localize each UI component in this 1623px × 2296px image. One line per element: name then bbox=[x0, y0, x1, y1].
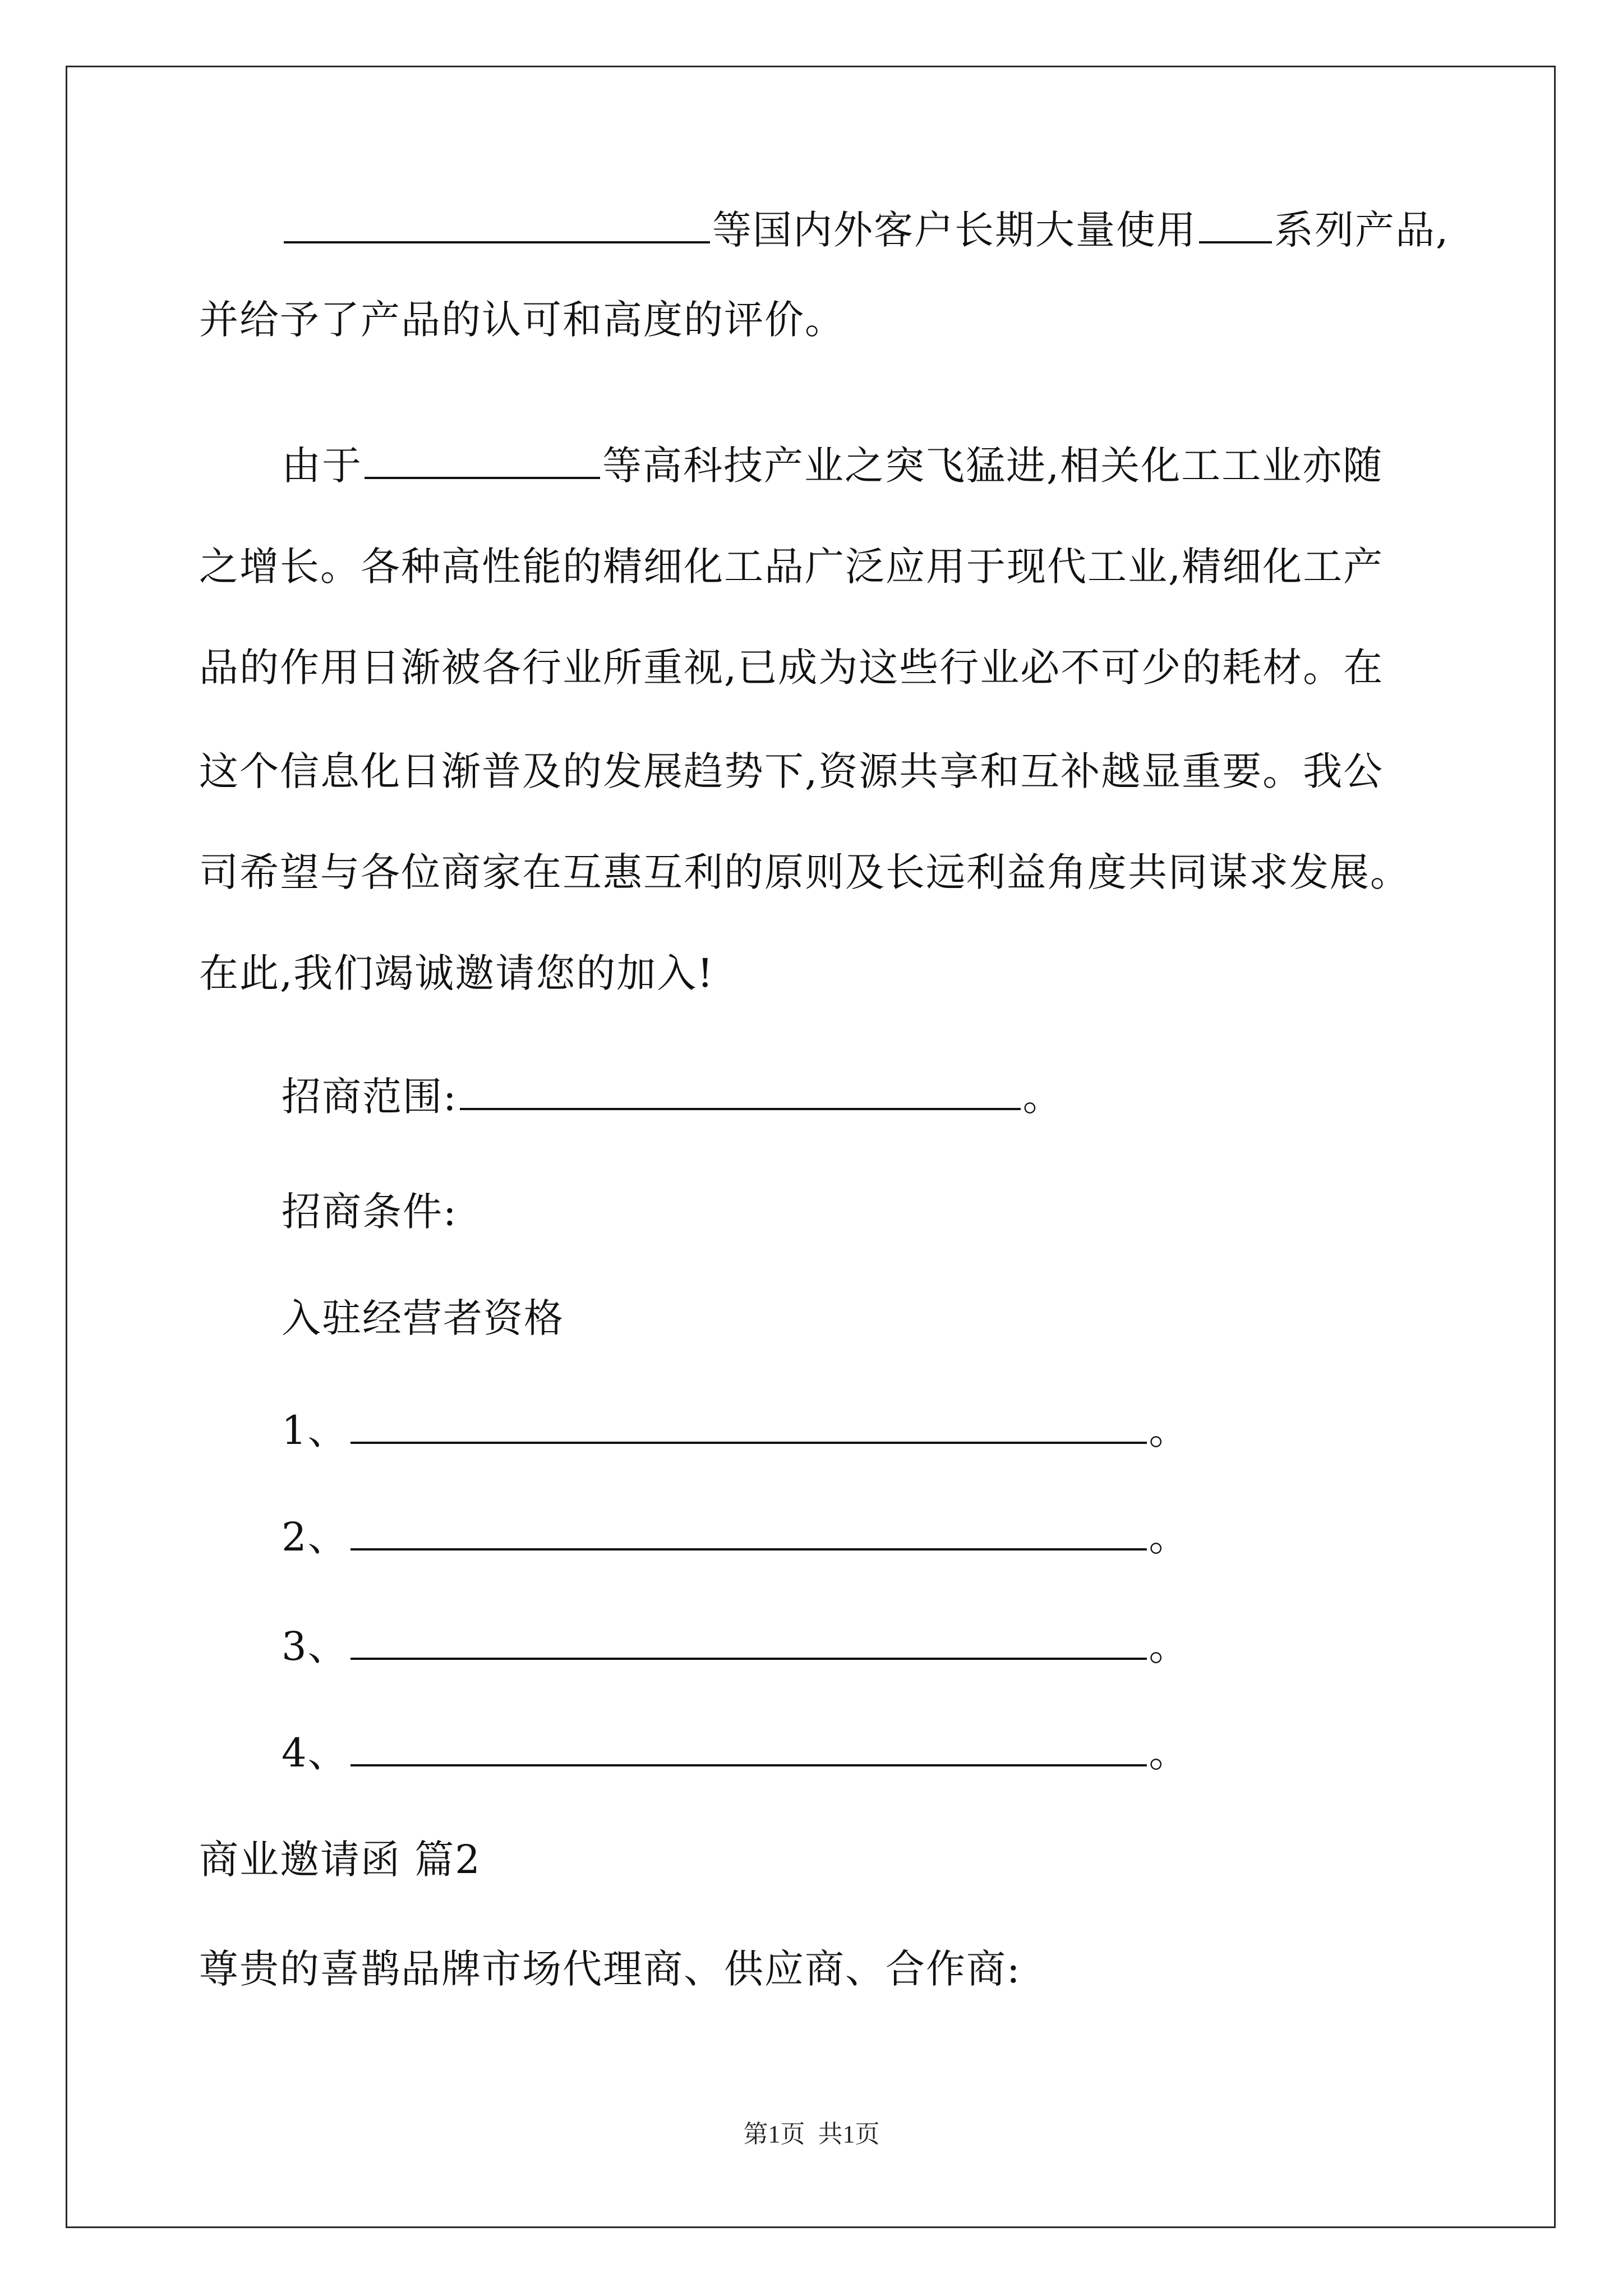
numbered-item bbox=[282, 1618, 1189, 1674]
paragraph-2-line-5: 司希望与各位商家在互惠互利的原则及长远利益角度共同谋求发展。 bbox=[199, 849, 1410, 895]
text-segment: 由于 bbox=[282, 443, 362, 489]
item-number: 4、 bbox=[282, 1730, 348, 1776]
paragraph-2-line-6: 在此,我们竭诚邀请您的加入! bbox=[199, 950, 714, 996]
page-footer bbox=[0, 2118, 1623, 2151]
paragraph-1-line-1 bbox=[282, 202, 1449, 258]
page-number: 第1页 bbox=[743, 2120, 805, 2148]
page-border bbox=[66, 66, 1556, 2228]
fill-in-blank bbox=[460, 1069, 1021, 1110]
section-title: 商业邀请函 篇2 bbox=[199, 1837, 481, 1883]
text-segment: 等国内外客户长期大量使用 bbox=[712, 207, 1197, 253]
item-end: 。 bbox=[1149, 1623, 1189, 1669]
fill-in-blank bbox=[284, 202, 710, 243]
text-segment: 系列产品, bbox=[1274, 207, 1450, 253]
numbered-item bbox=[282, 1509, 1189, 1565]
scope-end: 。 bbox=[1022, 1074, 1063, 1120]
fill-in-blank bbox=[351, 1618, 1147, 1660]
qualification-heading: 入驻经营者资格 bbox=[282, 1295, 564, 1341]
page-total: 共1页 bbox=[818, 2120, 880, 2148]
salutation: 尊贵的喜鹊品牌市场代理商、供应商、合作商: bbox=[199, 1946, 1021, 1992]
item-number: 1、 bbox=[282, 1407, 348, 1453]
fill-in-blank bbox=[365, 438, 600, 479]
item-end: 。 bbox=[1149, 1407, 1189, 1453]
conditions-label: 招商条件: bbox=[282, 1189, 458, 1235]
item-number: 2、 bbox=[282, 1514, 348, 1560]
item-end: 。 bbox=[1149, 1514, 1189, 1560]
item-end: 。 bbox=[1149, 1730, 1189, 1776]
paragraph-2-line-4: 这个信息化日渐普及的发展趋势下,资源共享和互补越显重要。我公 bbox=[199, 748, 1384, 794]
fill-in-blank bbox=[1199, 202, 1272, 243]
fill-in-blank bbox=[351, 1402, 1147, 1444]
fill-in-blank bbox=[351, 1725, 1147, 1766]
item-number: 3、 bbox=[282, 1623, 348, 1669]
numbered-item bbox=[282, 1402, 1189, 1458]
scope-label: 招商范围: bbox=[282, 1074, 458, 1120]
scope-line bbox=[282, 1069, 1063, 1125]
paragraph-1-line-2: 并给予了产品的认可和高度的评价。 bbox=[199, 297, 845, 343]
paragraph-2-line-2: 之增长。各种高性能的精细化工品广泛应用于现代工业,精细化工产 bbox=[199, 544, 1384, 590]
numbered-item bbox=[282, 1725, 1189, 1781]
paragraph-2-line-1 bbox=[282, 438, 1383, 494]
text-segment: 等高科技产业之突飞猛进,相关化工工业亦随 bbox=[602, 443, 1384, 489]
paragraph-2-line-3: 品的作用日渐被各行业所重视,已成为这些行业必不可少的耗材。在 bbox=[199, 645, 1384, 691]
fill-in-blank bbox=[351, 1509, 1147, 1550]
